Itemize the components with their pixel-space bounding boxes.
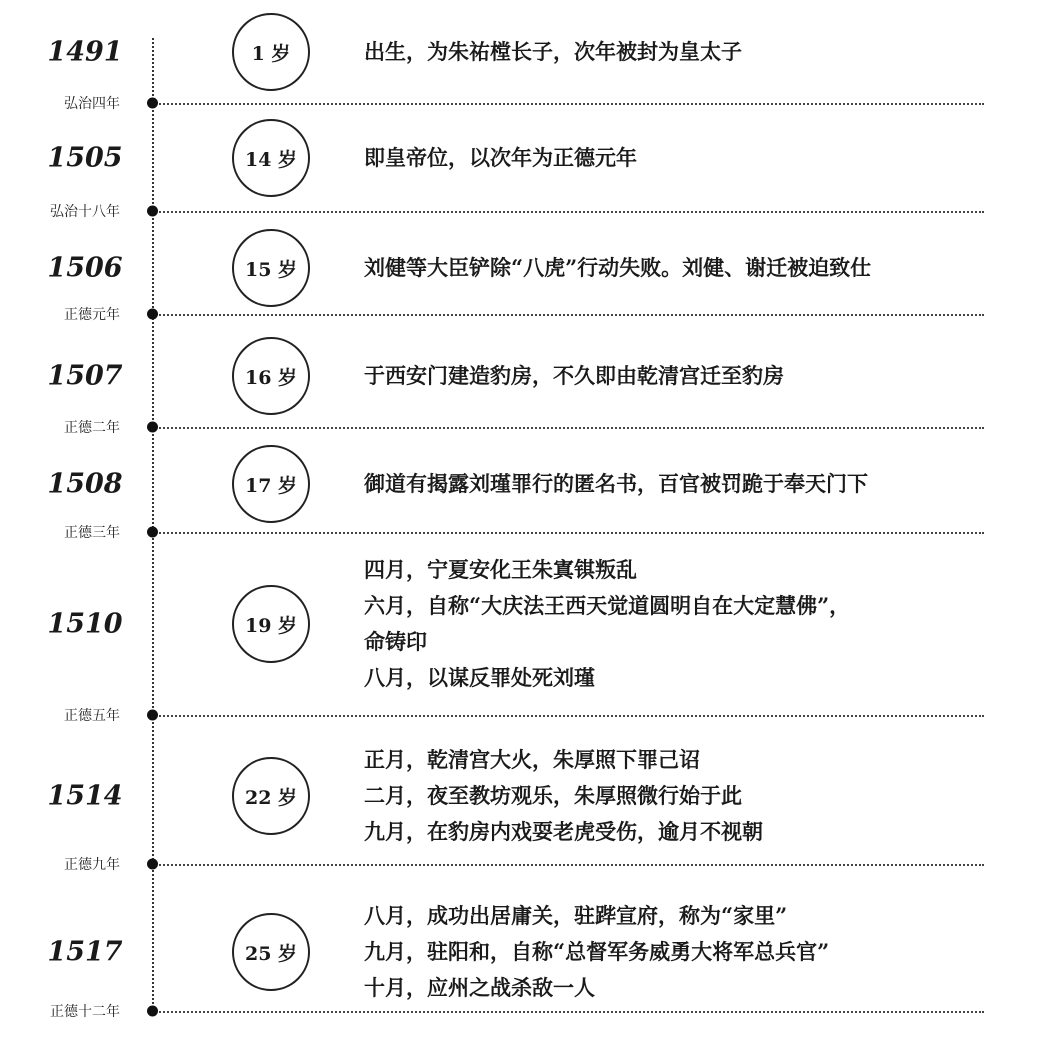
event-list xyxy=(364,898,1024,1006)
era-label: 正德二年 xyxy=(64,420,120,436)
row-separator xyxy=(152,103,984,105)
timeline-dot xyxy=(147,859,158,870)
row-separator xyxy=(152,715,984,717)
year-label: 1508 xyxy=(47,468,123,500)
year-label: 1510 xyxy=(47,608,123,640)
row-separator xyxy=(152,211,984,213)
timeline-dot xyxy=(147,422,158,433)
timeline-dot xyxy=(147,710,158,721)
age-badge: 22 岁 xyxy=(232,757,310,835)
timeline-dot xyxy=(147,1006,158,1017)
event-text: 六月，自称“大庆法王西天觉道圆明自在大定慧佛”， xyxy=(364,593,851,618)
age-badge: 15 岁 xyxy=(232,229,310,307)
age-badge: 14 岁 xyxy=(232,119,310,197)
age-badge: 25 岁 xyxy=(232,913,310,991)
row-separator xyxy=(152,1011,984,1013)
event-text: 四月，宁夏安化王朱寘𫓹叛乱 xyxy=(364,557,637,582)
year-label: 1491 xyxy=(47,36,123,68)
timeline-dot xyxy=(147,98,158,109)
age-badge: 19 岁 xyxy=(232,585,310,663)
era-label: 正德十二年 xyxy=(50,1004,120,1020)
age-badge: 16 岁 xyxy=(232,337,310,415)
event-list xyxy=(364,466,1024,502)
era-label: 正德三年 xyxy=(64,525,120,541)
event-text: 八月，以谋反罪处死刘瑾 xyxy=(364,665,595,690)
event-list xyxy=(364,140,1024,176)
era-label: 弘治四年 xyxy=(64,96,120,112)
event-text: 十月，应州之战杀敌一人 xyxy=(364,975,595,1000)
year-label: 1517 xyxy=(47,936,123,968)
era-label: 正德九年 xyxy=(64,857,120,873)
row-separator xyxy=(152,532,984,534)
event-text: 命铸印 xyxy=(364,629,427,654)
era-label: 弘治十八年 xyxy=(50,204,120,220)
event-list xyxy=(364,742,1024,850)
year-label: 1506 xyxy=(47,252,123,284)
year-label: 1505 xyxy=(47,142,123,174)
timeline-dot xyxy=(147,527,158,538)
event-text: 二月，夜至教坊观乐，朱厚照微行始于此 xyxy=(364,783,742,808)
year-label: 1514 xyxy=(47,780,123,812)
event-text: 御道有揭露刘瑾罪行的匿名书，百官被罚跪于奉天门下 xyxy=(364,471,868,496)
row-separator xyxy=(152,314,984,316)
era-label: 正德五年 xyxy=(64,708,120,724)
age-badge: 1 岁 xyxy=(232,13,310,91)
event-text: 于西安门建造豹房，不久即由乾清宫迁至豹房 xyxy=(364,363,784,388)
year-label: 1507 xyxy=(47,360,123,392)
event-text: 正月，乾清宫大火，朱厚照下罪己诏 xyxy=(364,747,700,772)
timeline-dot xyxy=(147,309,158,320)
row-separator xyxy=(152,864,984,866)
event-list xyxy=(364,358,1024,394)
event-list xyxy=(364,34,1024,70)
event-list xyxy=(364,552,1024,696)
event-text: 即皇帝位，以次年为正德元年 xyxy=(364,145,637,170)
timeline-dot xyxy=(147,206,158,217)
event-text: 九月，驻阳和，自称“总督军务威勇大将军总兵官” xyxy=(364,939,830,964)
event-text: 八月，成功出居庸关，驻跸宣府，称为“家里” xyxy=(364,903,788,928)
era-label: 正德元年 xyxy=(64,307,120,323)
event-text: 出生，为朱祐樘长子，次年被封为皇太子 xyxy=(364,39,742,64)
event-list xyxy=(364,250,1024,286)
event-text: 刘健等大臣铲除“八虎”行动失败。刘健、谢迁被迫致仕 xyxy=(364,255,872,280)
event-text: 九月，在豹房内戏耍老虎受伤，逾月不视朝 xyxy=(364,819,763,844)
row-separator xyxy=(152,427,984,429)
age-badge: 17 岁 xyxy=(232,445,310,523)
